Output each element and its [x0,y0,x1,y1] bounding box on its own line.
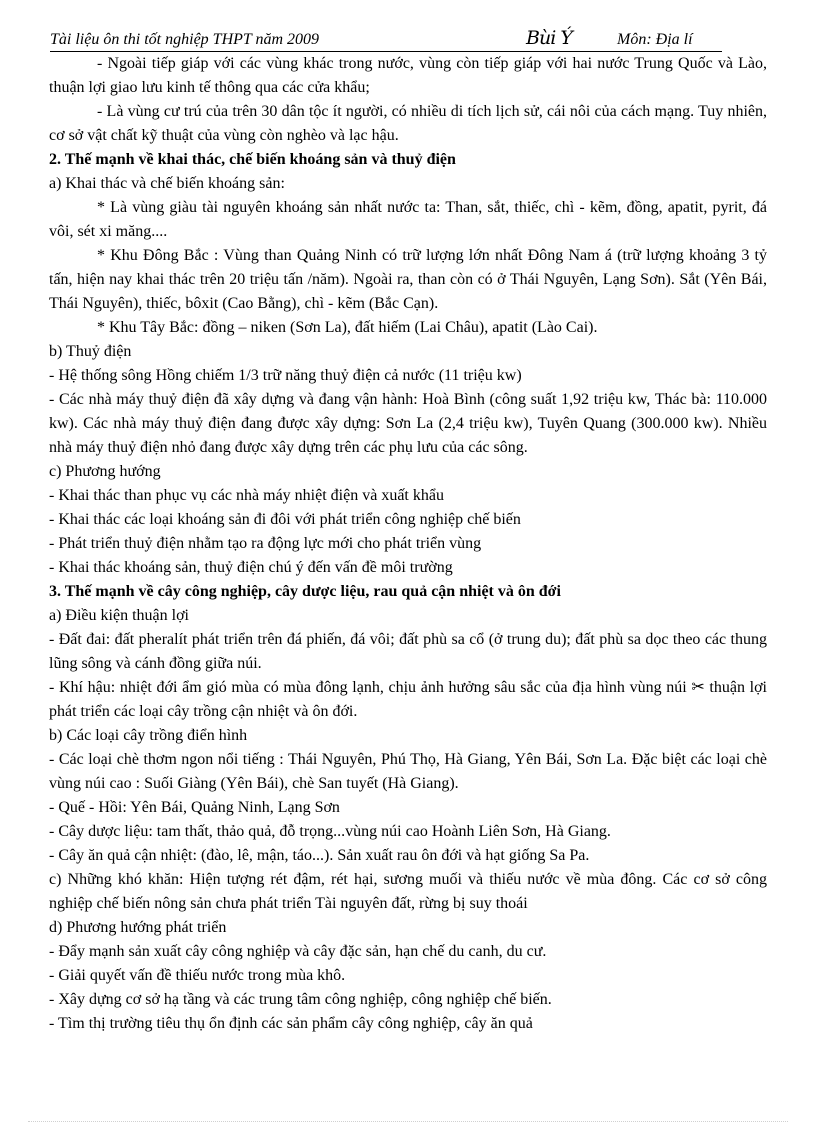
paragraph-minerals: * Là vùng giàu tài nguyên khoáng sản nhất nước ta: Than, sắt, thiếc, chì - kẽm, đồng, apatit, pyrit, đá vôi, sét xi măng.... [49,199,767,240]
page-header [50,29,722,52]
list-item: - Đẩy mạnh sản xuất cây công nghiệp và cây đặc sản, hạn chế du canh, du cư. [49,943,547,960]
list-item: - Hệ thống sông Hồng chiếm 1/3 trữ năng thuỷ điện cả nước (11 triệu kw) [49,367,522,384]
list-item: - Tìm thị trường tiêu thụ ổn định các sản phẩm cây công nghiệp, cây ăn quả [49,1015,533,1032]
page-bottom-divider [28,1121,788,1122]
list-item: - Phát triển thuỷ điện nhằm tạo ra động lực mới cho phát triển vùng [49,535,482,552]
subheading-mining: a) Khai thác và chế biến khoáng sản: [49,175,285,192]
paragraph-ethnic-history: - Là vùng cư trú của trên 30 dân tộc ít người, có nhiều di tích lịch sử, cái nôi của cách mạng. Tuy nhiên, cơ sở vật chất kỹ thuật của vùng còn nghèo và lạc hậu. [49,103,767,144]
list-item: - Các nhà máy thuỷ điện đã xây dựng và đang vận hành: Hoà Bình (công suất 1,92 triệu kw, Thác bà: 110.000 kw). Các nhà máy thuỷ điện đang được xây dựng: Sơn La (2,4 triệu kw), Tuyên Quang (300.000 kw). Nhiều nhà máy thuỷ điện nhỏ đang được xây dựng trên các phụ lưu của các sông. [49,391,767,456]
paragraph-difficulties: c) Những khó khăn: Hiện tượng rét đậm, rét hại, sương muối và thiếu nước về mùa đông. Các cơ sở công nghiệp chế biến nông sản chưa phát triển Tài nguyên đất, rừng bị suy thoái [49,871,767,912]
paragraph-border-trade: - Ngoài tiếp giáp với các vùng khác trong nước, vùng còn tiếp giáp với hai nước Trung Quốc và Lào, thuận lợi giao lưu kinh tế thông qua các cửa khẩu; [49,55,767,96]
list-item: - Cây ăn quả cận nhiệt: (đào, lê, mận, táo...). Sản xuất rau ôn đới và hạt giống Sa Pa. [49,847,590,864]
list-item: - Khai thác khoáng sản, thuỷ điện chú ý đến vấn đề môi trường [49,559,453,576]
paragraph-northwest: * Khu Tây Bắc: đồng – niken (Sơn La), đất hiếm (Lai Châu), apatit (Lào Cai). [97,319,598,336]
subheading-development: d) Phương hướng phát triển [49,919,227,936]
list-item: - Khai thác than phục vụ các nhà máy nhiệt điện và xuất khẩu [49,487,444,504]
subheading-conditions: a) Điều kiện thuận lợi [49,607,189,624]
document-body [49,52,767,1036]
list-item: - Quế - Hồi: Yên Bái, Quảng Ninh, Lạng Sơn [49,799,340,816]
subheading-direction: c) Phương hướng [49,463,161,480]
author-logo: Bùi Ý [526,27,572,49]
header-subject: Môn: Địa lí [617,31,693,48]
list-item: - Khai thác các loại khoáng sản đi đôi với phát triển công nghiệp chế biến [49,511,521,528]
list-item: - Đất đai: đất pheralít phát triển trên đá phiến, đá vôi; đất phù sa cổ (ở trung du); đất phù sa dọc theo các thung lũng sông và cánh đồng giữa núi. [49,631,767,672]
list-item: - Cây dược liệu: tam thất, thảo quả, đỗ trọng...vùng núi cao Hoành Liên Sơn, Hà Giang. [49,823,611,840]
section-heading-2: 2. Thế mạnh về khai thác, chế biến khoáng sản và thuỷ điện [49,151,456,168]
subheading-crops: b) Các loại cây trồng điển hình [49,727,248,744]
header-doc-title: Tài liệu ôn thi tốt nghiệp THPT năm 2009 [50,31,320,48]
list-item: - Các loại chè thơm ngon nổi tiếng : Thái Nguyên, Phú Thọ, Hà Giang, Yên Bái, Sơn La. Đặc biệt các loại chè vùng núi cao : Suối Giàng (Yên Bái), chè San tuyết (Hà Giang). [49,751,767,792]
list-item: - Giải quyết vấn đề thiếu nước trong mùa khô. [49,967,346,984]
list-item: - Khí hậu: nhiệt đới ẩm gió mùa có mùa đông lạnh, chịu ảnh hưởng sâu sắc của địa hình vùng núi ✂ thuận lợi phát triển các loại cây trồng cận nhiệt và ôn đới. [49,679,767,720]
list-item: - Xây dựng cơ sở hạ tầng và các trung tâm công nghiệp, công nghiệp chế biến. [49,991,552,1008]
paragraph-northeast: * Khu Đông Bắc : Vùng than Quảng Ninh có trữ lượng lớn nhất Đông Nam á (trữ lượng khoảng 3 tỷ tấn, hiện nay khai thác trên 20 triệu tấn /năm). Ngoài ra, than còn có ở Thái Nguyên, Lạng Sơn). Sắt (Yên Bái, Thái Nguyên), thiếc, bôxit (Cao Bằng), chì - kẽm (Bắc Cạn). [49,247,767,312]
section-heading-3: 3. Thế mạnh về cây công nghiệp, cây dược liệu, rau quả cận nhiệt và ôn đới [49,583,561,600]
subheading-hydropower: b) Thuỷ điện [49,343,132,360]
